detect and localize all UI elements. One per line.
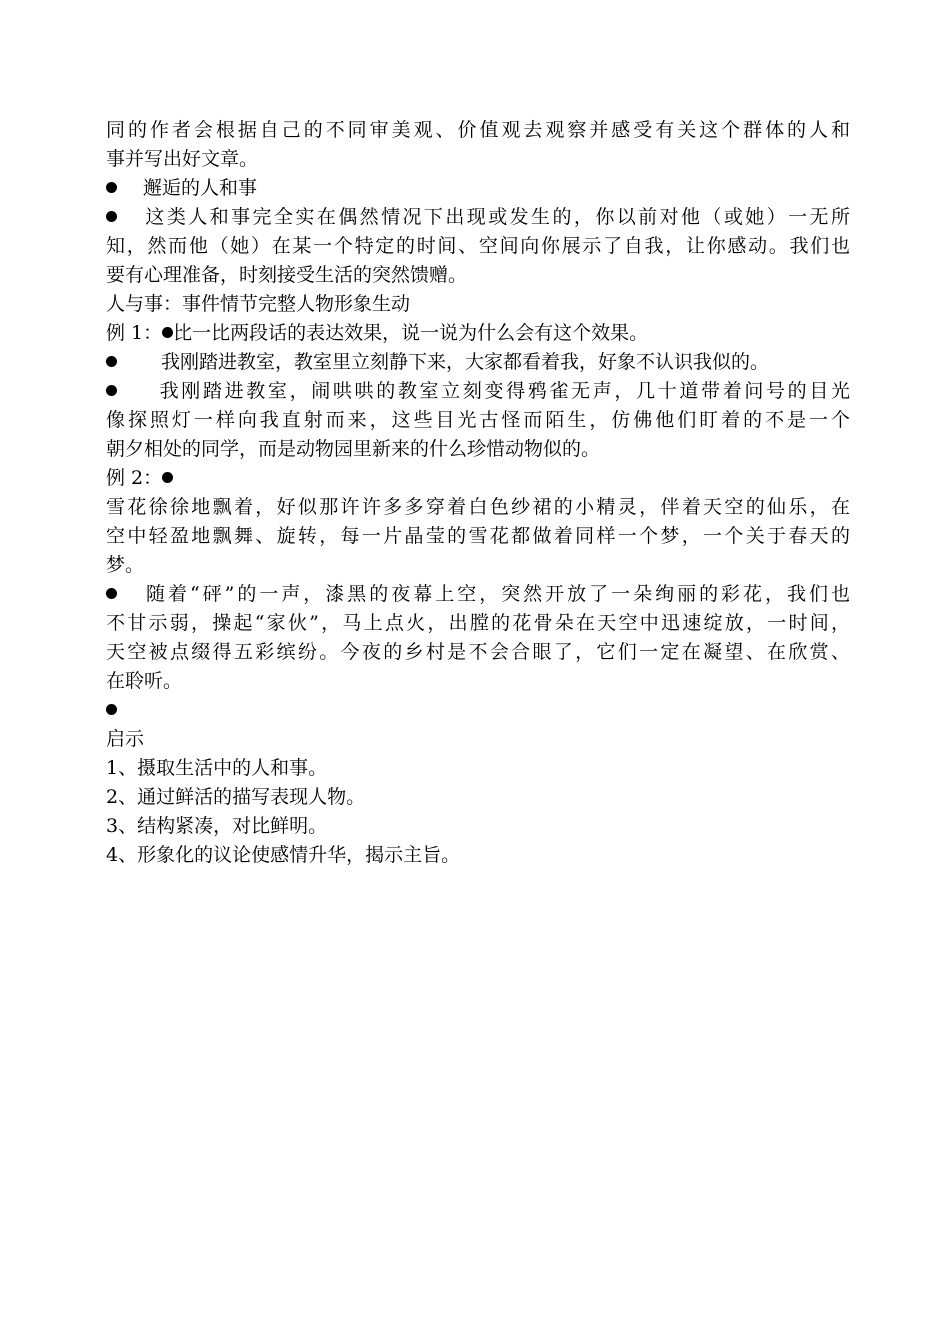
bullet-text: 我刚踏进教室，教室里立刻静下来，大家都看着我，好象不认识我似的。	[161, 351, 770, 373]
example-heading	[106, 319, 850, 348]
list-item: 1、摄取生活中的人和事。	[106, 757, 328, 779]
bullet-text: 随着“砰”的一声，漆黑的夜幕上空，突然开放了一朵绚丽的彩花，我们也	[143, 583, 850, 605]
bullet-item	[106, 174, 850, 203]
bullet-item	[106, 696, 850, 725]
bullet-item	[106, 580, 850, 609]
bullet-item	[106, 377, 850, 406]
paragraph-line: 在聆听。	[106, 670, 183, 692]
bullet-icon	[106, 356, 117, 367]
bullet-text: 邂逅的人和事	[143, 177, 258, 199]
bullet-icon	[106, 704, 117, 715]
paragraph-line: 同的作者会根据自己的不同审美观、价值观去观察并感受有关这个群体的人和	[106, 119, 850, 141]
paragraph-line: 朝夕相处的同学，而是动物园里新来的什么珍惜动物似的。	[106, 438, 601, 460]
bullet-icon	[106, 385, 117, 396]
paragraph-line: 梦。	[106, 554, 145, 576]
example-label: 例 1：	[106, 322, 163, 344]
paragraph-line: 不甘示弱，操起“家伙”，马上点火，出膛的花骨朵在天空中迅速绽放，一时间，	[106, 612, 850, 634]
list-item: 2、通过鲜活的描写表现人物。	[106, 786, 366, 808]
bullet-icon	[162, 472, 173, 483]
bullet-item	[106, 203, 850, 232]
example-label: 例 2：	[106, 467, 163, 489]
list-item: 3、结构紧凑，对比鲜明。	[106, 815, 328, 837]
paragraph-line: 像探照灯一样向我直射而来，这些目光古怪而陌生，仿佛他们盯着的不是一个	[106, 409, 850, 431]
paragraph-line: 要有心理准备，时刻接受生活的突然馈赠。	[106, 264, 468, 286]
paragraph-line: 事并写出好文章。	[106, 148, 259, 170]
bullet-text: 我刚踏进教室，闹哄哄的教室立刻变得鸦雀无声，几十道带着问号的目光	[157, 380, 850, 402]
example-heading	[106, 464, 850, 493]
paragraph-line: 雪花徐徐地飘着，好似那许许多多穿着白色纱裙的小精灵，伴着天空的仙乐，在	[106, 496, 850, 518]
bullet-icon	[162, 327, 173, 338]
example-prompt: 比一比两段话的表达效果，说一说为什么会有这个效果。	[173, 322, 649, 344]
document-body	[106, 116, 850, 870]
bullet-icon	[106, 588, 117, 599]
section-heading: 人与事：事件情节完整人物形象生动	[106, 293, 411, 315]
paragraph-line: 天空被点缀得五彩缤纷。今夜的乡村是不会合眼了，它们一定在凝望、在欣赏、	[106, 641, 850, 663]
paragraph-line: 知，然而他（她）在某一个特定的时间、空间向你展示了自我，让你感动。我们也	[106, 235, 850, 257]
bullet-icon	[106, 211, 117, 222]
section-heading: 启示	[106, 728, 145, 750]
bullet-item	[106, 348, 850, 377]
bullet-icon	[106, 182, 117, 193]
paragraph-line: 空中轻盈地飘舞、旋转，每一片晶莹的雪花都做着同样一个梦，一个关于春天的	[106, 525, 850, 547]
list-item: 4、形象化的议论使感情升华，揭示主旨。	[106, 844, 461, 866]
bullet-text: 这类人和事完全实在偶然情况下出现或发生的，你以前对他（或她）一无所	[143, 206, 850, 228]
